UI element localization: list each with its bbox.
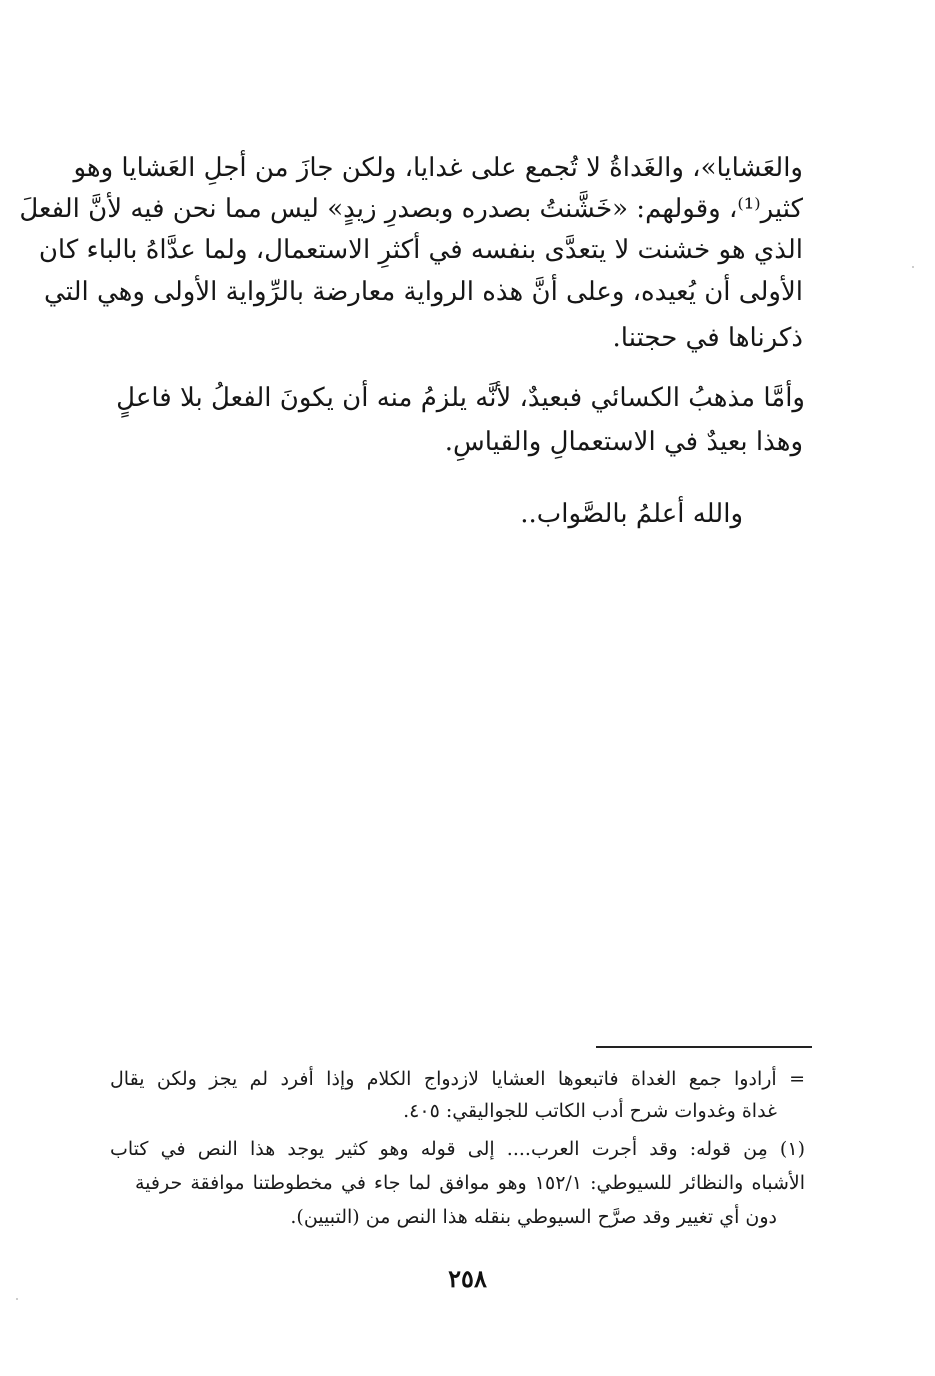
body-line: ذكرناها في حجتنا. xyxy=(612,323,803,353)
body-line: وهذا بعيدٌ في الاستعمالِ والقياسِ. xyxy=(444,427,803,457)
footnote-line: (١) مِن قوله: وقد أجرت العرب.... إلى قوله وهو كثير يوجد هذا النص في كتاب xyxy=(110,1138,805,1160)
footnote-line: دون أي تغيير وقد صرَّح السيوطي بنقله هذا النص من (التبيين). xyxy=(290,1206,777,1228)
footnote-line: غداة وغدوات شرح أدب الكاتب للجواليقي: ٤٠٥. xyxy=(403,1100,777,1122)
closing-line: والله أعلمُ بالصَّواب.. xyxy=(520,499,743,529)
footnote-separator xyxy=(596,1046,812,1048)
body-line: الذي هو خشنت لا يتعدَّى بنفسه في أكثرِ الاستعمال، ولما عدَّاهُ بالباء كان xyxy=(38,235,803,265)
page-number: ٢٥٨ xyxy=(448,1264,487,1293)
footnote-line: الأشباه والنظائر للسيوطي: ١٥٢/١ وهو موافق لما جاء في مخطوطتنا موافقة حرفية xyxy=(135,1172,805,1194)
footnote-line: = أرادوا جمع الغداة فاتبعوها العشايا لازدواج الكلام وإذا أفرد لم يجز ولكن يقال xyxy=(110,1068,805,1090)
body-line: وأمَّا مذهبُ الكسائي فبعيدٌ، لأنَّه يلزمُ منه أن يكونَ الفعلُ بلا فاعلٍ xyxy=(116,383,805,413)
body-line: الأولى أن يُعيده، وعلى أنَّ هذه الرواية معارضة بالرِّواية الأولى وهي التي xyxy=(44,277,803,307)
body-line: كثير⁽¹⁾، وقولهم: «خَشَّنتُ بصدره وبصدرِ زيدٍ» ليس مما نحن فيه لأنَّ الفعلَ xyxy=(19,194,803,224)
scan-speck xyxy=(912,266,914,268)
scan-speck xyxy=(16,1298,18,1300)
body-line: والعَشايا»، والغَداةُ لا تُجمع على غدايا، ولكن جازَ من أجلِ العَشايا وهو xyxy=(73,153,803,183)
